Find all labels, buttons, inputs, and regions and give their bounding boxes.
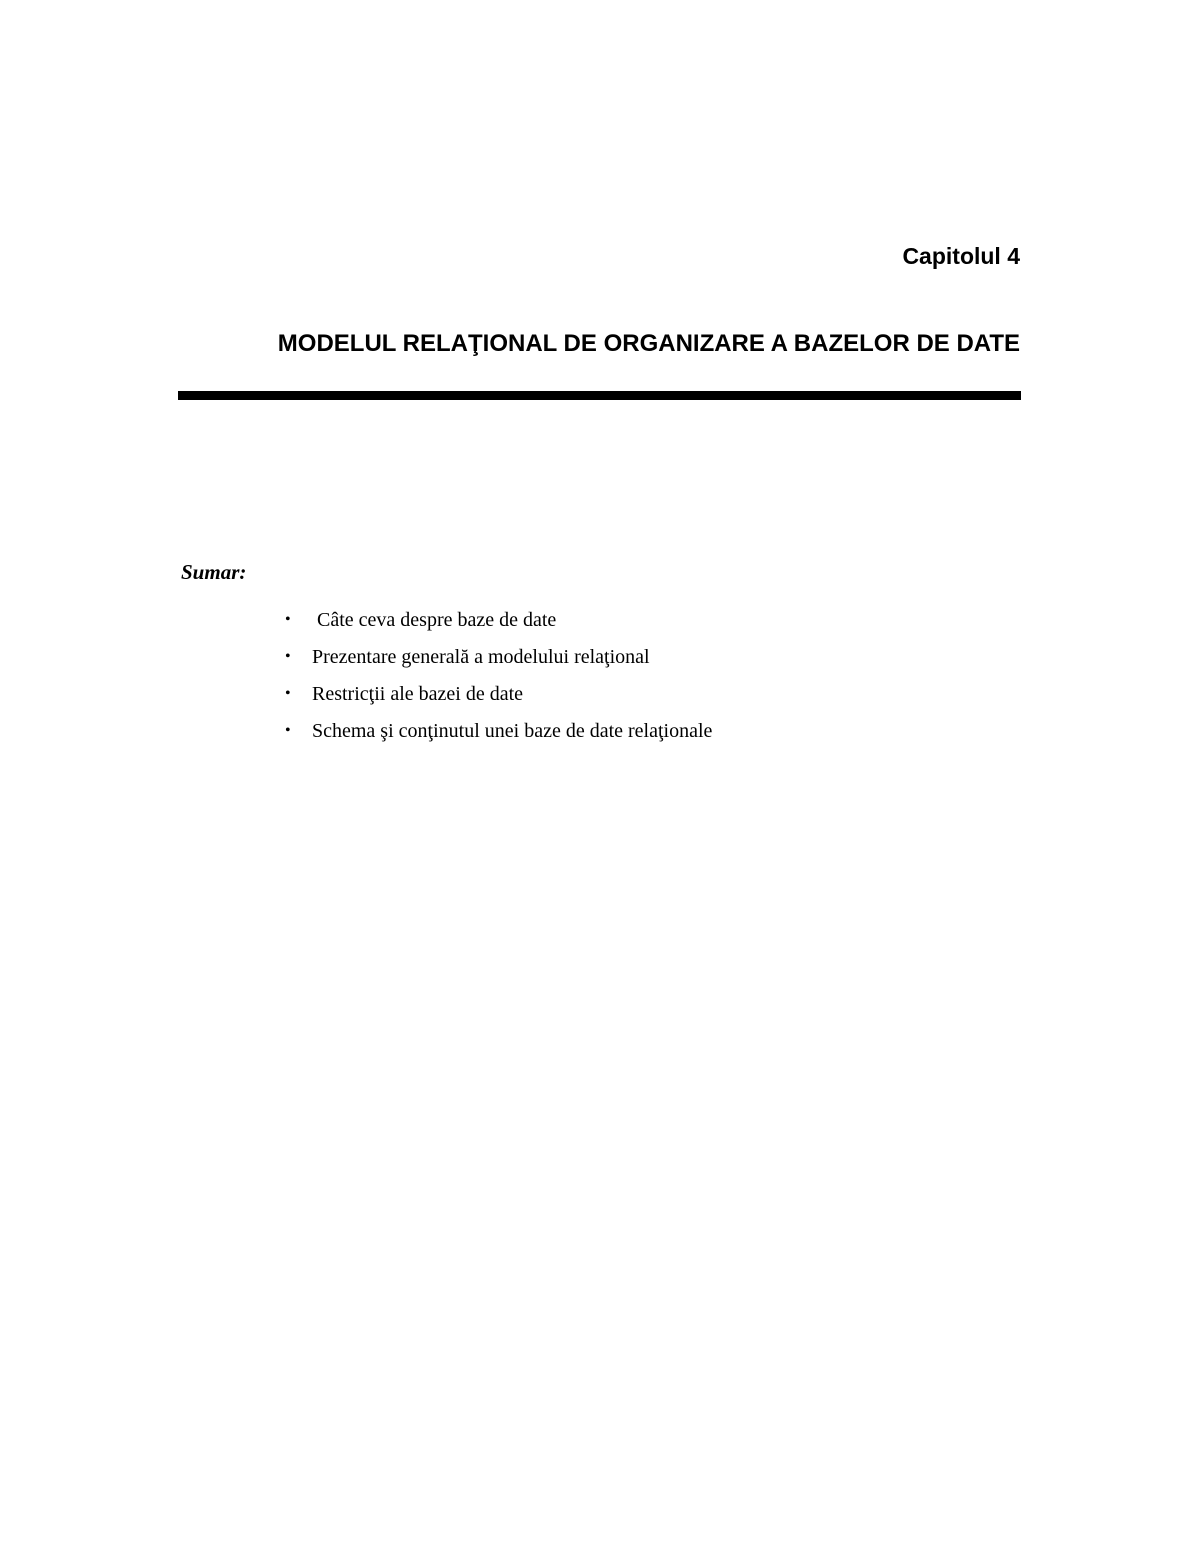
summary-item-text: Prezentare generală a modelului relaţional	[312, 646, 650, 668]
summary-list-item	[285, 679, 712, 716]
summary-list-item	[285, 716, 712, 753]
title-underline-rule	[178, 391, 1021, 400]
chapter-label: Capitolul 4	[902, 243, 1020, 269]
bullet-icon: •	[285, 685, 291, 702]
summary-list-item	[285, 605, 712, 642]
bullet-icon: •	[285, 648, 291, 665]
summary-list	[285, 605, 712, 753]
summary-list-item	[285, 642, 712, 679]
summary-item-text: Schema şi conţinutul unei baze de date relaţionale	[312, 720, 713, 742]
chapter-title: MODELUL RELAŢIONAL DE ORGANIZARE A BAZELOR DE DATE	[277, 330, 1020, 357]
summary-item-text: Restricţii ale bazei de date	[312, 683, 524, 705]
bullet-icon: •	[285, 611, 291, 628]
summary-item-text: Câte ceva despre baze de date	[312, 609, 557, 631]
summary-heading: Sumar:	[181, 560, 247, 584]
bullet-icon: •	[285, 722, 291, 739]
